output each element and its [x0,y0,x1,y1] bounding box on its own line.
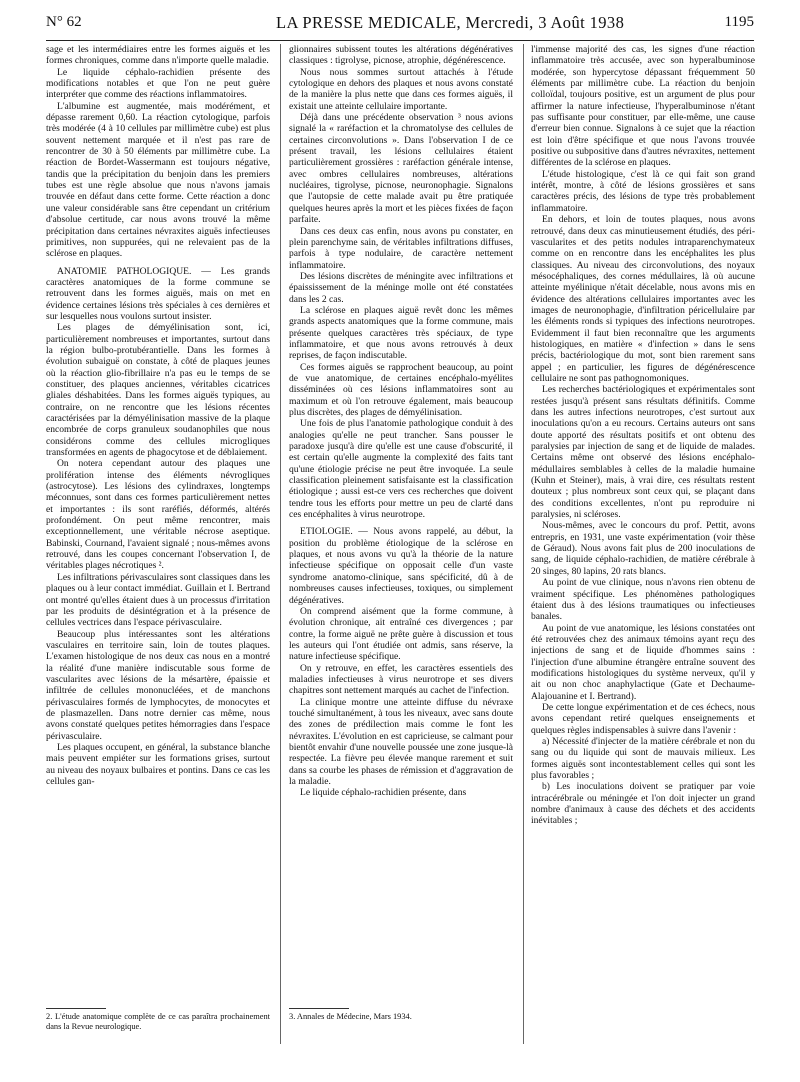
text-column-2 [289,44,513,1021]
text-column-1 [46,44,270,1031]
column-body [531,44,755,827]
paragraph: On comprend aisément que la forme commune, à évolution chronique, ait entraîné ces divergences ; par contre, la forme aiguë ne prête guère à discussion et tous les auteurs qui l'ont étudiée ont admis, sans réserve, la nature infectieuse spécifique. [289,605,513,663]
paragraph: Au point de vue clinique, nous n'avons rien obtenu de vraiment spécifique. Les phénomènes pathologiques étaient dus à des lésions traumatiques ou infectieuses banales. [531,577,755,623]
paragraph: Les plages de démyélinisation sont, ici, particulièrement nombreuses et importantes, surtout dans la région bulbo-protubérantielle. Dans les formes à évolution subaiguë on constate, à côté de plaques jeunes où la réaction glio-fibrillaire n'a pas eu le temps de se constituer, des plaques anciennes, véritables cicatrices gliales déshabitées. Dans les formes aiguës typiques, au contraire, on ne rencontre que les lésions récentes caractérisées par la démyélinisation massive de la plaque encombrée de corps granuleux soudanophiles que nous considérons comme des cellules microgliques transformées en agents de phagocytose et de déblaiement. [46,322,270,459]
journal-title: LA PRESSE MEDICALE, Mercredi, 3 Août 1938 [276,13,625,32]
paragraph: Au point de vue anatomique, les lésions constatées ont été retrouvées chez des animaux témoins ayant reçu des injections de sang et de liquide d'hommes sains : l'injection d'une albumine étrangère entraîne souvent des modifications histologiques du système nerveux, qu'il y ait ou non choc anaphylactique (Gate et Dechaume-Alajouanine et I. Bertrand). [531,622,755,702]
paragraph: Nous nous sommes surtout attachés à l'étude cytologique en dehors des plaques et nous avons constaté de la manière la plus nette que dans ces formes aiguës, il existait une atteinte cellulaire importante. [289,66,513,112]
paragraph: L'étude histologique, c'est là ce qui fait son grand intérêt, montre, à côté de lésions grossières et sans caractères précis, des lésions de type très probablement inflammatoire. [531,168,755,214]
column-divider [523,44,524,1044]
paragraph: Des lésions discrètes de méningite avec infiltrations et épaississement de la méninge molle ont été constatées dans les 2 cas. [289,270,513,305]
paragraph: b) Les inoculations doivent se pratiquer par voie intracérébrale ou méningée et l'on doit injecter un grand nombre d'animaux à cause des déchets et des accidents inévitables ; [531,781,755,827]
footnotes [289,1008,513,1022]
paragraph: Les plaques occupent, en général, la substance blanche mais peuvent empiéter sur les formations grises, surtout au niveau des noyaux bulbaires et pontins. Dans ce cas les cellules gan- [46,741,270,787]
paragraph: ETIOLOGIE. — Nous avons rappelé, au début, la position du problème étiologique de la sclérose en plaques, et nous avons vu qu'à la théorie de la nature infectieuse spécifique on opposait celle d'un vaste syndrome anatomo-clinique, sans spécificité, dû à de nombreuses causes infectieuses, toxiques, ou simplement dégénératives. [289,526,513,606]
paragraph: Le liquide céphalo-rachidien présente, dans [300,787,467,799]
paragraph: Les recherches bactériologiques et expérimentales sont restées jusqu'à présent sans résultats définitifs. Comme dans les autres infections neurotropes, c'est surtout aux inoculations qu'on a eu recours. Certains auteurs ont sans doute apporté des résultats positifs et ont obtenu des paralysies par injection de sang et de liquide de malades. Certains même ont observé des lésions encéphalo-médullaires semblables à celles de la maladie humaine (Kuhn et Steiner), mais, à vrai dire, ces résultats restent douteux ; plus nombreux sont ceux qui, se plaçant dans des conditions excellentes, n'ont pu reproduire ni paralysies, ni scléroses. [531,384,755,521]
footnote: 2. L'étude anatomique complète de ce cas paraîtra prochainement dans la Revue neurologique. [46,1012,270,1031]
paragraph: a) Nécessité d'injecter de la matière cérébrale et non du sang ou du liquide qui sont de mauvais milieux. Les formes aiguës sont incontestablement celles qui sont les plus favorables ; [531,735,755,781]
running-header [46,14,754,36]
paragraph: On notera cependant autour des plaques une prolifération intense des éléments névrogliques (astrocytose). Les lésions des cylindraxes, longtemps méconnues, sont dans ces formes particulièrement nettes et importantes : ils sont raréfiés, déformés, altérés profondément. On peut même rencontrer, mais exceptionnellement, une véritable nécrose aseptique. Babinski, Cournand, l'avaient signalé ; nous-mêmes avons retrouvé, dans les coupes concernant l'observation I, de véritables plages nécrotiques ². [46,458,270,572]
paragraph: sage et les intermédiaires entre les formes aiguës et les formes chroniques, comme dans n'importe quelle maladie. [46,44,270,67]
text-column-3 [531,44,755,827]
page-number: 1195 [724,14,754,30]
paragraph: Déjà dans une précédente observation ³ nous avions signalé la « raréfaction et la chromatolyse des cellules de certaines circonvolutions ». Dans l'observation I de ce présent travail, les lésions cellulaires étaient particulièrement grossières : raréfaction générale intense, avec ombres cellulaires nombreuses, altérations nucléaires, tigrolyse, picnose, neuronophagie. Signalons que l'autopsie de cette malade avait pu être pratiquée quelques heures après la mort et les pièces fixées de façon parfaite. [289,112,513,226]
paragraph: Dans ces deux cas enfin, nous avons pu constater, en plein parenchyme sain, de véritables infiltrations diffuses, parfois à type nodulaire, de caractère nettement inflammatoire. [289,225,513,271]
paragraph: Beaucoup plus intéressantes sont les altérations vasculaires en territoire sain, loin de toutes plaques. L'examen histologique de nos deux cas nous en a montré la réalité d'une manière indiscutable sous forme de vascularites avec lésions de la mésartère, épaissie et infiltrée de cellules mononucléées, et de manchons périvasculaires formés de lymphocytes, de monocytes et de plasmazellen. Dans notre dernier cas même, nous avons constaté quelques petites hémorragies dans l'espace périvasculaire. [46,628,270,742]
paragraph: Une fois de plus l'anatomie pathologique conduit à des analogies qu'elle ne peut trancher. Sans pousser le paradoxe jusqu'à dire qu'elle est une cause d'obscurité, il est certain qu'elle augmente la complexité des faits tant qu'une étiologie précise ne peut être invoquée. La seule classification pleinement satisfaisante est la classification étiologique ; aussi est-ce vers ces recherches que doivent tendre tous les efforts pour mettre un peu de clarté dans ces encéphalites à virus neurotrope. [289,418,513,521]
paragraph: glionnaires subissent toutes les altérations dégénératives classiques : tigrolyse, picnose, atrophie, dégénérescence. [289,44,513,67]
column-body [46,44,270,787]
issue-number: N° 62 [46,14,82,30]
footnote-rule [289,1008,349,1009]
column-divider [280,44,281,1044]
paragraph: De cette longue expérimentation et de ces échecs, nous avons cependant retiré quelques enseignements et quelques règles indispensables à suivre dans l'avenir : [531,701,755,736]
header-rule [46,40,754,41]
footnote: 3. Annales de Médecine, Mars 1934. [289,1012,412,1021]
column-body [289,44,513,799]
paragraph: La clinique montre une atteinte diffuse du névraxe touché simultanément, à tous les niveaux, avec sans doute des zones de prédilection mais comme le font les névraxites. L'évolution en est capricieuse, se calmant pour bientôt envahir d'une nouvelle poussée une zone jusque-là respectée. La fièvre peu élevée manque rarement et suit dans sa courbe les phases de rémission et d'aggravation de la maladie. [289,696,513,787]
paragraph: Nous-mêmes, avec le concours du prof. Pettit, avons entrepris, en 1931, une vaste expérimentation (voir thèse de Géraud). Nous avons fait plus de 200 inoculations de sang, de liquide céphalo-rachidien, de matière cérébrale à 20 singes, 80 lapins, 20 rats blancs. [531,520,755,577]
paragraph: En dehors, et loin de toutes plaques, nous avons retrouvé, dans deux cas minutieusement étudiés, des péri-vascularites et des petits nodules intraparenchymateux comme on en rencontre dans les encéphalites les plus classiques. Au niveau des circonvolutions, des noyaux mésocéphaliques, des cornes médullaires, là où aucune atteinte myélinique n'était décelable, nous avons mis en évidence des altérations cellulaires importantes avec les images de neuronophagie, d'infiltration péricellulaire par les éléments ronds si typiques des infections neurotropes. Evidemment il faut bien reconnaître que les arguments histologiques, en matière « d'infection » dans le sens précis, bactériologique du mot, sont bien rarement sans appel ; en particulier, les figures de dégénérescence cellulaire ne sont pas pathognomoniques. [531,214,755,384]
paragraph: ANATOMIE PATHOLOGIQUE. — Les grands caractères anatomiques de la forme commune se retrouvent dans les formes aiguës, mais on met en évidence certaines lésions très spéciales à ces dernières et sur lesquelles nous voulons surtout insister. [46,265,270,322]
paragraph: On y retrouve, en effet, les caractères essentiels des maladies infectieuses à virus neurotrope et ses divers chapitres sont nettement marqués au cachet de l'infection. [289,662,513,697]
footnotes [46,1008,270,1032]
paragraph: l'immense majorité des cas, les signes d'une réaction inflammatoire très accusée, avec son hyperalbuminose modérée, son hypercytose dépassant fréquemment 50 éléments par millimètre cube. La réaction du benjoin colloïdal, toujours positive, est un argument de plus pour affirmer la nature infectieuse, l'hyperalbuminose n'étant pas suffisante pour constituer, par elle-même, une cause d'erreur bien connue. Signalons à ce sujet que la réaction est loin d'être spécifique et que nous l'avons trouvée positive ou subpositive dans d'autres névraxites, nettement différentes de la sclérose en plaques. [531,44,755,169]
paragraph: Le liquide céphalo-rachidien présente des modifications notables et que l'on ne peut guère interpréter que comme des réactions inflammatoires. [46,66,270,101]
paragraph: L'albumine est augmentée, mais modérément, et dépasse rarement 0,60. La réaction cytologique, parfois très modérée (4 à 10 cellules par millimètre cube) est plus souvent nettement marquée et il n'est pas rare de rencontrer de 30 à 50 éléments par millimètre cube. La réaction de Bordet-Wassermann est toujours négative, tandis que la précipitation du benjoin dans les premiers tubes est une règle absolue que nous n'avons jamais trouvée en défaut dans cette forme. Cette réaction a donc une valeur considérable sans être cependant un critérium d'absolue certitude, car nous avons trouvé la même précipitation dans certaines névraxites aiguës infectieuses primitives, non suppurées, qui ne relevaient pas de la sclérose en plaques. [46,100,270,260]
paragraph: Ces formes aiguës se rapprochent beaucoup, au point de vue anatomique, de certaines encéphalo-myélites disséminées où ces lésions inflammatoires sont au maximum et où l'on retrouve également, mais beaucoup plus discrètes, des plages de démyélinisation. [289,361,513,418]
footnote-rule [46,1008,106,1009]
paragraph: La sclérose en plaques aiguë revêt donc les mêmes grands aspects anatomiques que la forme commune, mais présente quelques caractères très spéciaux, de type inflammatoire, et que nous avons retrouvés à deux reprises, de façon indiscutable. [289,304,513,362]
paragraph: Les infiltrations périvasculaires sont classiques dans les plaques ou à leur contact immédiat. Guillain et I. Bertrand ont montré qu'elles étaient dues à un processus d'irritation par les produits de désintégration et à la présence de cellules vectrices dans l'espace périvasculaire. [46,571,270,629]
